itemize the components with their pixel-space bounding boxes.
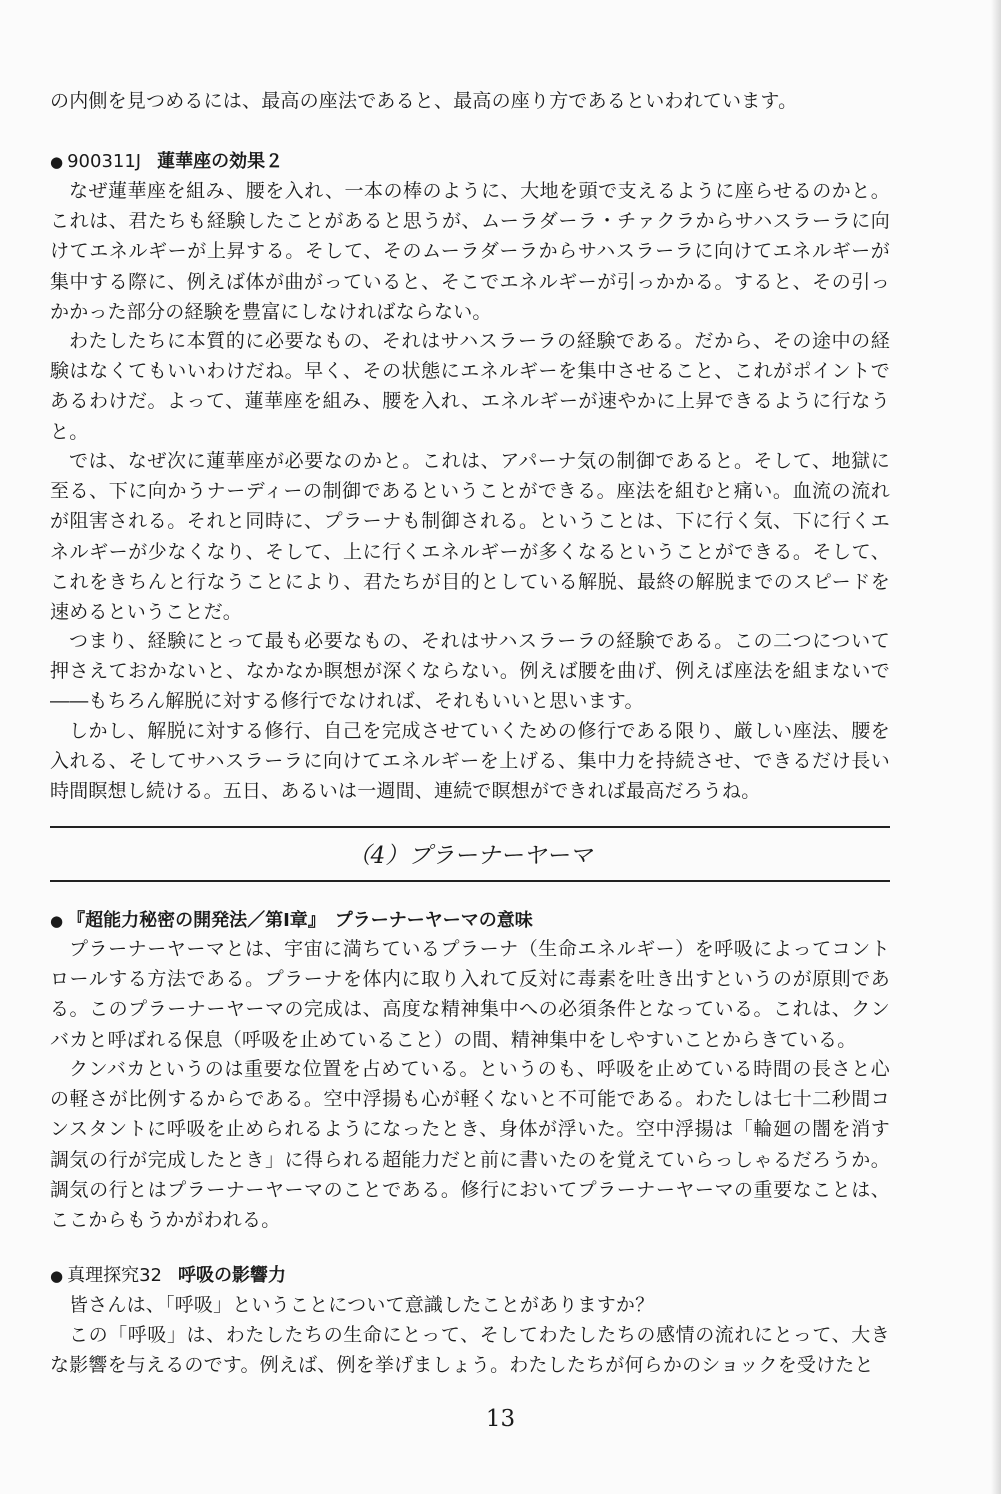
heading-breath-influence — [50, 1262, 890, 1290]
paragraph-pranayama-2: クンバカというのは重要な位置を占めている。というのも、呼吸を止めている時間の長さと心の軽さが比例するからである。空中浮揚も心が軽くないと不可能である。わたしは七十二秒間コンスタントに呼吸を止められるようになったとき、身体が浮いた。空中浮揚は「輪廻の闇を消す調気の行が完成したとき」に得られる超能力だと前に書いたのを覚えていらっしゃるだろうか。調気の行とはプラーナーヤーマのことである。修行においてプラーナーヤーマの重要なことは、ここからもうかがわれる。 — [50, 1058, 890, 1232]
section-title: （4）プラーナーヤーマ — [347, 843, 593, 869]
heading-title: 蓮華座の効果２ — [157, 151, 284, 172]
paragraph-lotus-4: つまり、経験にとって最も必要なもの、それはサハスラーラの経験である。この二つについて押さえておかないと、なかなか瞑想が深くならない。例えば腰を曲げ、例えば座法を組まないで――もちろん解脱に対する修行でなければ、それもいいと思います。 — [50, 630, 890, 713]
section-rule-top — [50, 826, 890, 828]
heading-title: 『超能力秘密の開発法／第Ⅰ章』 プラーナーヤーマの意味 — [67, 910, 533, 931]
heading-pranayama-meaning — [50, 907, 890, 935]
bullet-icon: ● — [50, 153, 64, 171]
bullet-icon: ● — [50, 912, 64, 930]
heading-lotus-effect — [50, 148, 890, 176]
paragraph-breath-2: この「呼吸」は、わたしたちの生命にとって、そしてわたしたちの感情の流れにとって、大きな影響を与えるのです。例えば、例を挙げましょう。わたしたちが何らかのショックを受けたと — [50, 1324, 890, 1377]
heading-code: 真理探究32 — [67, 1265, 162, 1286]
paragraph-lotus-2: わたしたちに本質的に必要なもの、それはサハスラーラの経験である。だから、その途中の経験はなくてもいいわけだね。早く、その状態にエネルギーを集中させること、これがポイントであるわけだ。よって、蓮華座を組み、腰を入れ、エネルギーが速やかに上昇できるように行なうと。 — [50, 330, 890, 443]
section-rule-bottom — [50, 880, 890, 882]
page-number: 13 — [485, 1406, 516, 1432]
paragraph-lotus-3: では、なぜ次に蓮華座が必要なのかと。これは、アパーナ気の制御であると。そして、地獄に至る、下に向かうナーディーの制御であるということができる。座法を組むと痛い。血流の流れが阻害される。それと同時に、プラーナも制御される。ということは、下に行く気、下に行くエネルギーが少なくなり、そして、上に行くエネルギーが多くなるということができる。そして、これをきちんと行なうことにより、君たちが目的としている解脱、最終の解脱までのスピードを速めるということだ。 — [50, 450, 890, 624]
bullet-icon: ● — [50, 1267, 64, 1285]
paragraph-lotus-1: なぜ蓮華座を組み、腰を入れ、一本の棒のように、大地を頭で支えるように座らせるのかと。これは、君たちも経験したことがあると思うが、ムーラダーラ・チァクラからサハスラーラに向けてエネルギーが上昇する。そして、そのムーラダーラからサハスラーラに向けてエネルギーが集中する際に、例えば体が曲がっていると、そこでエネルギーが引っかかる。すると、その引っかかった部分の経験を豊富にしなければならない。 — [50, 180, 890, 323]
paragraph-breath-1: 皆さんは、「呼吸」ということについて意識したことがありますか？ — [69, 1294, 655, 1316]
paragraph-lotus-5: しかし、解脱に対する修行、自己を完成させていくための修行である限り、厳しい座法、腰を入れる、そしてサハスラーラに向けてエネルギーを上げる、集中力を持続させ、できるだけ長い時間瞑想し続ける。五日、あるいは一週間、連続で瞑想ができれば最高だろうね。 — [50, 720, 890, 803]
paragraph-intro: の内側を見つめるには、最高の座法であると、最高の座り方であるといわれています。 — [50, 90, 798, 112]
paragraph-pranayama-1: プラーナーヤーマとは、宇宙に満ちているプラーナ（生命エネルギー）を呼吸によってコントロールする方法である。プラーナを体内に取り入れて反対に毒素を吐き出すというのが原則である。このプラーナーヤーマの完成は、高度な精神集中への必須条件となっている。これは、クンバカと呼ばれる保息（呼吸を止めていること）の間、精神集中をしやすいことからきている。 — [50, 938, 890, 1051]
heading-title: 呼吸の影響力 — [178, 1265, 286, 1286]
page-edge-shadow — [991, 0, 1001, 1494]
heading-code: 900311J — [67, 151, 142, 172]
